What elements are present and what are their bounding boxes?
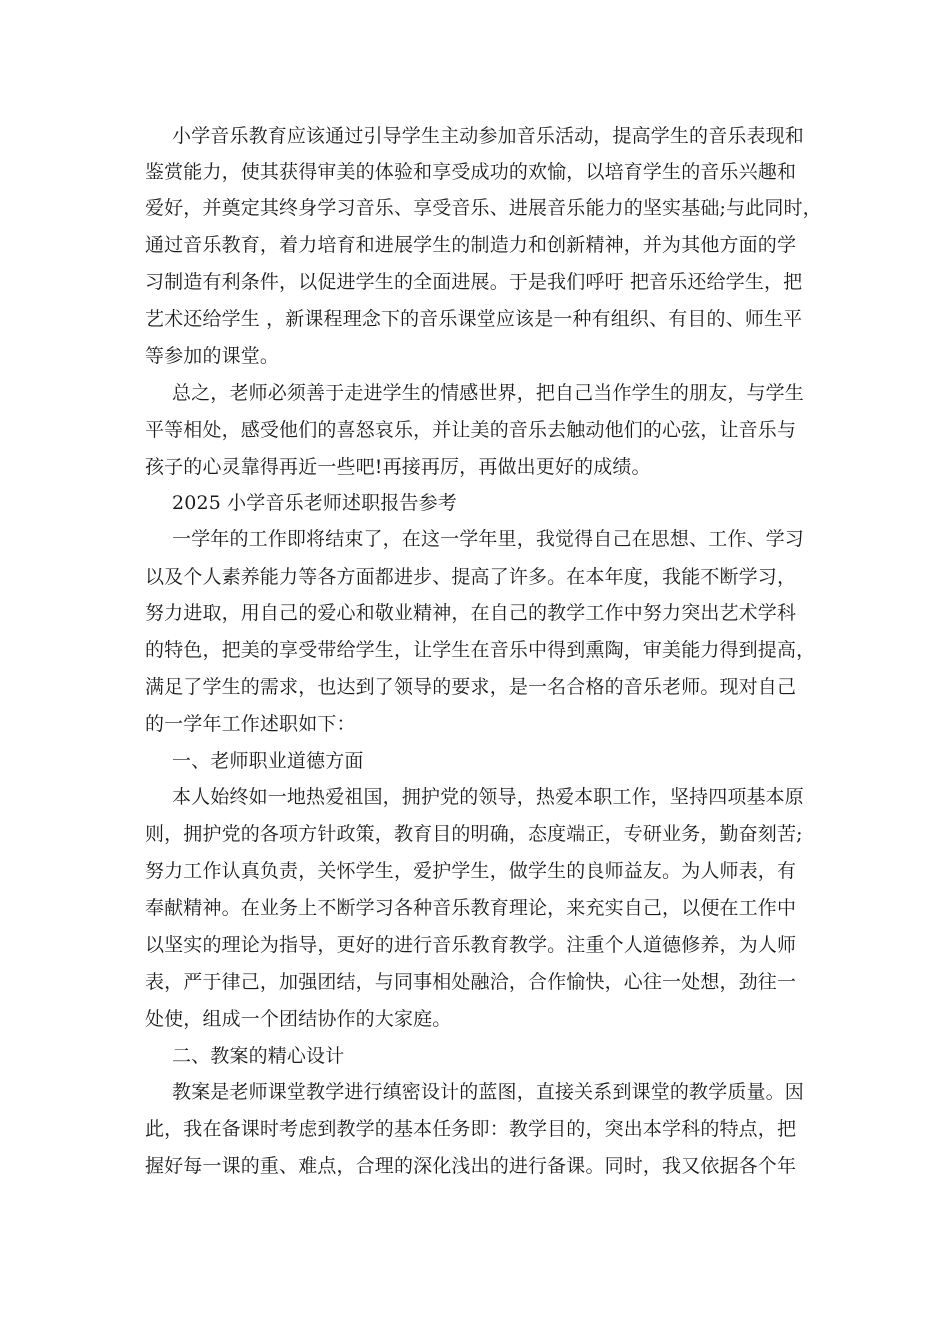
paragraph-4-line-7: 处使，组成一个团结协作的大家庭。	[145, 1008, 452, 1030]
paragraph-4-line-3: 努力工作认真负责，关怀学生，爱护学生，做学生的良师益友。为人师表，有	[145, 860, 797, 882]
heading-2: 二、教案的精心设计	[172, 1045, 345, 1067]
paragraph-1-line-3: 爱好，并奠定其终身学习音乐、享受音乐、进展音乐能力的坚实基础;与此同时，	[145, 197, 822, 219]
paragraph-4-line-2: 则，拥护党的各项方针政策，教育目的明确，态度端正，专研业务，勤奋刻苦;	[145, 823, 803, 845]
paragraph-5-line-2: 此，我在备课时考虑到教学的基本任务即：教学目的，突出本学科的特点，把	[145, 1118, 797, 1140]
paragraph-4-line-6: 表，严于律己，加强团结，与同事相处融洽，合作愉快，心往一处想，劲往一	[145, 971, 797, 993]
paragraph-3-line-6: 的一学年工作述职如下：	[145, 713, 356, 735]
paragraph-4-line-1: 本人始终如一地热爱祖国，拥护党的领导，热爱本职工作，坚持四项基本原	[172, 786, 804, 808]
heading-1: 一、老师职业道德方面	[172, 750, 364, 772]
paragraph-1-line-7: 等参加的课堂。	[145, 345, 280, 367]
section-title: 2025 小学音乐老师述职报告参考	[172, 492, 457, 514]
paragraph-2-line-3: 孩子的心灵靠得再近一些吧!再接再厉，再做出更好的成绩。	[145, 456, 651, 478]
paragraph-1-line-2: 鉴赏能力，使其获得审美的体验和享受成功的欢愉，以培育学生的音乐兴趣和	[145, 161, 797, 183]
paragraph-2-line-1: 总之，老师必须善于走进学生的情感世界，把自己当作学生的朋友，与学生	[172, 382, 804, 404]
paragraph-3-line-2: 以及个人素养能力等各方面都进步、提高了许多。在本年度，我能不断学习，	[145, 566, 797, 588]
paragraph-3-line-5: 满足了学生的需求，也达到了领导的要求，是一名合格的音乐老师。现对自己	[145, 676, 797, 698]
paragraph-4-line-4: 奉献精神。在业务上不断学习各种音乐教育理论，来充实自己，以便在工作中	[145, 897, 797, 919]
paragraph-3-line-4: 的特色，把美的享受带给学生，让学生在音乐中得到熏陶，审美能力得到提高，	[145, 639, 816, 661]
paragraph-1-line-1: 小学音乐教育应该通过引导学生主动参加音乐活动，提高学生的音乐表现和	[172, 125, 804, 147]
paragraph-2-line-2: 平等相处，感受他们的喜怒哀乐，并让美的音乐去触动他们的心弦，让音乐与	[145, 419, 797, 441]
paragraph-1-line-6: 艺术还给学生 ，新课程理念下的音乐课堂应该是一种有组织、有目的、师生平	[145, 308, 803, 330]
paragraph-5-line-1: 教案是老师课堂教学进行缜密设计的蓝图，直接关系到课堂的教学质量。因	[172, 1081, 804, 1103]
paragraph-3-line-1: 一学年的工作即将结束了，在这一学年里，我觉得自己在思想、工作、学习	[172, 528, 804, 550]
paragraph-4-line-5: 以坚实的理论为指导，更好的进行音乐教育教学。注重个人道德修养，为人师	[145, 934, 797, 956]
paragraph-1-line-4: 通过音乐教育，着力培育和进展学生的制造力和创新精神，并为其他方面的学	[145, 234, 797, 256]
paragraph-3-line-3: 努力进取，用自己的爱心和敬业精神，在自己的教学工作中努力突出艺术学科	[145, 602, 797, 624]
paragraph-1-line-5: 习制造有利条件，以促进学生的全面进展。于是我们呼吁 把音乐还给学生，把	[145, 271, 803, 293]
paragraph-5-line-3: 握好每一课的重、难点，合理的深化浅出的进行备课。同时，我又依据各个年	[145, 1155, 797, 1177]
